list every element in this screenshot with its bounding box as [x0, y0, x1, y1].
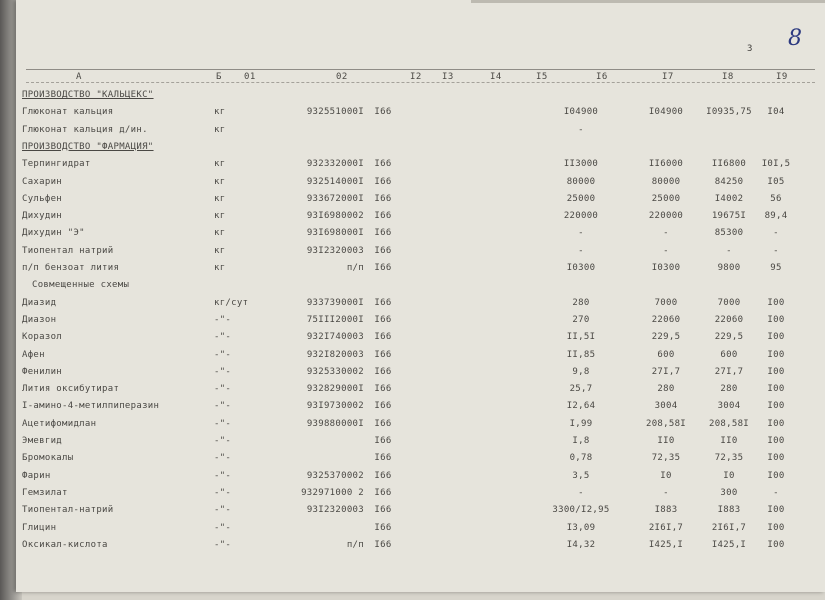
cell-c16: I,99: [569, 418, 593, 429]
cell-c18: 229,5: [714, 332, 744, 343]
cell-c16: -: [578, 487, 584, 498]
cell-name: Лития оксибутират: [22, 384, 120, 395]
cell-c18: I4002: [714, 193, 744, 204]
cell-c17: 27I,7: [651, 366, 681, 377]
cell-c12: I66: [374, 418, 392, 429]
cell-c18: 72,35: [714, 453, 744, 464]
cell-c16: 270: [572, 314, 590, 325]
handwritten-page-mark: 8: [788, 26, 802, 51]
cell-c12: I66: [374, 159, 392, 170]
cell-name: Бромокалы: [22, 453, 74, 464]
cell-c17: 7000: [654, 297, 678, 308]
cell-c18: 7000: [717, 297, 741, 308]
page-number: 3: [747, 44, 753, 54]
page-tab: [471, 0, 825, 3]
cell-c19: I00: [767, 539, 785, 550]
cell-c12: I66: [374, 211, 392, 222]
header-col-19: I9: [776, 72, 788, 82]
cell-name: Ацетифомидлан: [22, 418, 97, 429]
document-page: [16, 0, 825, 592]
cell-unit: -"-: [214, 332, 232, 343]
cell-c12: I66: [374, 366, 392, 377]
cell-code: 932829000I: [306, 384, 364, 395]
cell-c16: 9,8: [572, 366, 590, 377]
cell-unit: кг: [214, 263, 226, 273]
cell-c16: II,5I: [566, 332, 596, 343]
cell-c18: 208,58I: [708, 418, 750, 429]
cell-c19: I04: [767, 107, 785, 118]
cell-c19: I05: [767, 176, 785, 187]
cell-unit: -"-: [214, 366, 232, 377]
cell-c18: II0: [720, 436, 738, 446]
cell-c19: I00: [767, 314, 785, 325]
cell-code: 933672000I: [306, 193, 364, 204]
table-row: [16, 228, 825, 244]
cell-c17: I0300: [651, 263, 681, 273]
cell-c17: 80000: [651, 176, 681, 187]
cell-code: 939880000I: [306, 418, 364, 429]
cell-c17: 72,35: [651, 453, 681, 464]
cell-code: п/п: [346, 263, 364, 273]
table-row: [16, 125, 825, 141]
cell-c12: I66: [374, 401, 392, 412]
header-col-16: I6: [596, 72, 608, 82]
table-row: [16, 298, 825, 314]
cell-c18: 2I6I,7: [711, 522, 747, 533]
cell-c18: I0935,75: [706, 107, 752, 118]
header-col-15: I5: [536, 72, 548, 82]
cell-c19: I00: [767, 505, 785, 516]
cell-c16: 3300/I2,95: [552, 505, 610, 516]
cell-c16: 0,78: [569, 453, 593, 464]
cell-c12: I66: [374, 228, 392, 239]
table-row: [16, 367, 825, 383]
cell-unit: -"-: [214, 470, 232, 481]
table-row: [16, 401, 825, 417]
cell-c12: I66: [374, 263, 392, 273]
cell-c19: I00: [767, 349, 785, 360]
header-col-02: 02: [336, 72, 348, 82]
table-row: [16, 315, 825, 331]
table-row: [16, 436, 825, 452]
table-row: [16, 211, 825, 227]
cell-c19: I0I,5: [761, 159, 791, 170]
cell-unit: кг: [214, 228, 226, 239]
cell-code: п/п: [346, 539, 364, 550]
cell-c16: -: [578, 228, 584, 239]
cell-name: Фарин: [22, 470, 51, 481]
cell-unit: кг: [214, 124, 226, 135]
cell-c12: I66: [374, 107, 392, 118]
cell-c12: I66: [374, 470, 392, 481]
header-col-14: I4: [490, 72, 502, 82]
cell-unit: -"-: [214, 314, 232, 325]
table-row: [16, 263, 825, 279]
cell-c17: -: [663, 245, 669, 256]
cell-c19: -: [773, 245, 779, 256]
cell-c17: 2I6I,7: [648, 522, 684, 533]
cell-c16: 25000: [566, 193, 596, 204]
table-row: [16, 159, 825, 175]
cell-unit: -"-: [214, 436, 232, 446]
table-row: [16, 471, 825, 487]
cell-c18: 300: [720, 487, 738, 498]
header-col-a: А: [76, 72, 82, 82]
cell-code: 93I2320003: [306, 505, 364, 516]
header-col-17: I7: [662, 72, 674, 82]
cell-unit: -"-: [214, 349, 232, 360]
cell-unit: кг: [214, 211, 226, 222]
cell-name: Эмевгид: [22, 436, 63, 446]
cell-name: Сульфен: [22, 193, 63, 204]
cell-unit: -"-: [214, 384, 232, 395]
cell-c17: II0: [657, 436, 675, 446]
cell-name: Терпингидрат: [22, 159, 91, 170]
cell-unit: кг: [214, 245, 226, 256]
cell-name: Сахарин: [22, 176, 63, 187]
cell-code: 93I698000I: [306, 228, 364, 239]
cell-unit: -"-: [214, 418, 232, 429]
cell-c17: 600: [657, 349, 675, 360]
cell-c18: I883: [717, 505, 741, 516]
cell-c12: I66: [374, 505, 392, 516]
cell-c18: 22060: [714, 314, 744, 325]
cell-name: Совмещенные схемы: [32, 280, 130, 291]
cell-name: Глюконат кальция: [22, 107, 114, 118]
cell-unit: кг: [214, 193, 226, 204]
cell-code: 932I740003: [306, 332, 364, 343]
header-rule-bottom: [26, 82, 815, 83]
cell-c17: -: [663, 487, 669, 498]
cell-c16: I0300: [566, 263, 596, 273]
cell-c17: I04900: [648, 107, 684, 118]
cell-c16: 280: [572, 297, 590, 308]
cell-c12: I66: [374, 297, 392, 308]
cell-c12: I66: [374, 314, 392, 325]
header-col-b: Б: [216, 72, 222, 82]
cell-name: Тиопентал натрий: [22, 245, 114, 256]
cell-name: I-амино-4-метилпиперазин: [22, 401, 160, 412]
cell-name: Диазид: [22, 297, 57, 308]
cell-c17: 229,5: [651, 332, 681, 343]
cell-c18: 3004: [717, 401, 741, 412]
cell-c12: I66: [374, 453, 392, 464]
cell-c17: 280: [657, 384, 675, 395]
cell-unit: кг: [214, 159, 226, 170]
cell-c18: II6800: [711, 159, 747, 170]
cell-code: 93I6980002: [306, 211, 364, 222]
cell-c16: I3,09: [566, 522, 596, 533]
cell-c19: I00: [767, 470, 785, 481]
cell-name: Дихудин "Э": [22, 228, 85, 239]
cell-c17: 220000: [648, 211, 684, 222]
cell-code: 932332000I: [306, 159, 364, 170]
cell-c16: -: [578, 124, 584, 135]
cell-c17: 208,58I: [645, 418, 687, 429]
cell-c17: I883: [654, 505, 678, 516]
cell-code: 93I2320003: [306, 245, 364, 256]
table-row: [16, 419, 825, 435]
cell-c12: I66: [374, 522, 392, 533]
cell-c16: II,85: [566, 349, 596, 360]
cell-c19: I00: [767, 366, 785, 377]
cell-c12: I66: [374, 245, 392, 256]
header-col-13: I3: [442, 72, 454, 82]
cell-code: 932514000I: [306, 176, 364, 187]
table-row: [16, 194, 825, 210]
cell-name: ПРОИЗВОДСТВО "КАЛЬЦЕКС": [22, 90, 154, 100]
cell-c19: 56: [770, 193, 782, 204]
cell-code: 933739000I: [306, 297, 364, 308]
cell-c12: I66: [374, 436, 392, 446]
cell-c16: 220000: [563, 211, 599, 222]
cell-unit: кг: [214, 107, 226, 118]
table-row: [16, 488, 825, 504]
cell-code: 93I9730002: [306, 401, 364, 412]
table-row: [16, 142, 825, 158]
table-row: [16, 350, 825, 366]
cell-name: Афен: [22, 349, 45, 360]
table-row: [16, 107, 825, 123]
cell-c18: 27I,7: [714, 366, 744, 377]
cell-unit: -"-: [214, 401, 232, 412]
cell-c16: 3,5: [572, 470, 590, 481]
header-col-18: I8: [722, 72, 734, 82]
cell-code: 932551000I: [306, 107, 364, 118]
cell-c19: I00: [767, 418, 785, 429]
cell-c12: I66: [374, 487, 392, 498]
cell-name: ПРОИЗВОДСТВО "ФАРМАЦИЯ": [22, 141, 154, 152]
cell-name: Дихудин: [22, 211, 63, 222]
table-row: [16, 280, 825, 296]
cell-c19: I00: [767, 332, 785, 343]
cell-c19: I00: [767, 522, 785, 533]
cell-code: 932I820003: [306, 349, 364, 360]
cell-c17: I0: [660, 470, 672, 481]
cell-code: 75III2000I: [306, 314, 364, 325]
cell-c12: I66: [374, 349, 392, 360]
cell-c12: I66: [374, 193, 392, 204]
cell-c17: 22060: [651, 314, 681, 325]
cell-code: 932971000 2: [301, 487, 364, 498]
cell-c12: I66: [374, 384, 392, 395]
cell-c16: I04900: [563, 107, 599, 118]
cell-c16: -: [578, 245, 584, 256]
cell-c19: I00: [767, 401, 785, 412]
table-row: [16, 246, 825, 262]
table-row: [16, 540, 825, 556]
cell-name: Оксикал-кислота: [22, 539, 108, 550]
cell-c19: -: [773, 487, 779, 498]
cell-c18: 280: [720, 384, 738, 395]
cell-name: Тиопентал-натрий: [22, 505, 114, 516]
cell-c18: I425,I: [711, 539, 747, 550]
cell-unit: -"-: [214, 453, 232, 464]
cell-c19: 89,4: [764, 211, 788, 222]
cell-code: 9325330002: [306, 366, 364, 377]
cell-c16: II3000: [563, 159, 599, 170]
cell-c19: I00: [767, 297, 785, 308]
cell-c18: 19675I: [711, 211, 747, 222]
table-row: [16, 453, 825, 469]
table-row: [16, 523, 825, 539]
cell-c16: I,8: [572, 436, 590, 446]
cell-c16: 80000: [566, 176, 596, 187]
cell-c16: I4,32: [566, 539, 596, 550]
cell-name: Фенилин: [22, 366, 63, 377]
cell-name: п/п бензоат лития: [22, 263, 120, 273]
cell-c18: -: [726, 245, 732, 256]
cell-c17: II6000: [648, 159, 684, 170]
cell-c18: I0: [723, 470, 735, 481]
cell-c17: 3004: [654, 401, 678, 412]
cell-c17: I425,I: [648, 539, 684, 550]
cell-c12: I66: [374, 176, 392, 187]
cell-name: Коразол: [22, 332, 63, 343]
table-row: [16, 332, 825, 348]
cell-unit: -"-: [214, 505, 232, 516]
table-row: [16, 505, 825, 521]
cell-c18: 9800: [717, 263, 741, 273]
cell-unit: кг: [214, 176, 226, 187]
cell-c19: -: [773, 228, 779, 239]
cell-c19: 95: [770, 263, 782, 273]
cell-name: Глюконат кальция д/ин.: [22, 124, 148, 135]
cell-unit: кг/сут: [214, 297, 249, 308]
cell-c17: 25000: [651, 193, 681, 204]
cell-c12: I66: [374, 332, 392, 343]
cell-c17: -: [663, 228, 669, 239]
cell-unit: -"-: [214, 539, 232, 550]
table-row: [16, 177, 825, 193]
cell-name: Гемзилат: [22, 487, 68, 498]
cell-code: 9325370002: [306, 470, 364, 481]
cell-c19: I00: [767, 436, 785, 446]
cell-c18: 85300: [714, 228, 744, 239]
cell-unit: -"-: [214, 522, 232, 533]
cell-c19: I00: [767, 384, 785, 395]
header-rule-top: [26, 69, 815, 70]
cell-c16: 25,7: [569, 384, 593, 395]
header-col-01: 01: [244, 72, 256, 82]
cell-c16: I2,64: [566, 401, 596, 412]
cell-c12: I66: [374, 539, 392, 550]
cell-c19: I00: [767, 453, 785, 464]
cell-unit: -"-: [214, 487, 232, 498]
cell-c18: 600: [720, 349, 738, 360]
header-col-12: I2: [410, 72, 422, 82]
cell-name: Глицин: [22, 522, 57, 533]
cell-name: Диазон: [22, 314, 57, 325]
cell-c18: 84250: [714, 176, 744, 187]
table-row: [16, 90, 825, 106]
table-row: [16, 384, 825, 400]
